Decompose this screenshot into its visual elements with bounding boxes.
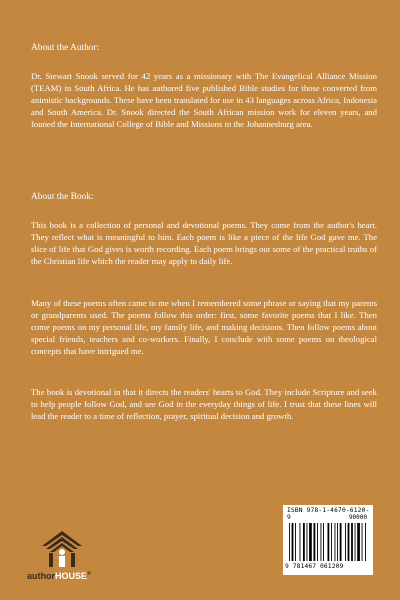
about-book-paragraph-1: This book is a collection of personal and devotional poems. They come from the author's heart. They reflect what is meaningful to him. Each poem is like a piece of the life God gave me. The slice of life that God gives is worth recording. Each poem brings out some of the practical truths of the Christian life which the reader may apply to daily life. (31, 220, 377, 266)
isbn-barcode (283, 505, 373, 575)
price-code: 90000 (348, 514, 367, 521)
isbn-label: ISBN 978-1-4670-6120-9 (287, 507, 370, 521)
house-person-icon (40, 530, 84, 568)
about-author-paragraph: Dr. Stewart Snook served for 42 years as a missionary with The Evangelical Alliance Mission (TEAM) in South Africa. He has authored five published Bible studies for those converted from animistic backgrounds. These have been translated for use in 43 languages across Africa, Indonesia and South America. Dr. Snook directed the South African mission work for eleven years, and founed the International College of Bible and Missions in the Johannesburg area. (31, 71, 377, 129)
publisher-logo (27, 530, 97, 586)
barcode-digits: 9 781467 061209 (285, 563, 344, 570)
publisher-name (27, 571, 91, 581)
about-book-paragraph-2: Many of these poems often came to me when I remembered some phrase or saying that my parents or grandparents used. The poems follow this order: first, some favorite poems that I like. Then come poems on my personal life, my family life, and making decisions. Then follow poems about special friends, teachers and co-workers. Finally, I conclude with some poems on theological concepts that have intrigued me. (31, 298, 377, 356)
barcode-bars-icon (289, 523, 367, 561)
registered-mark: ® (87, 571, 91, 577)
about-book-paragraph-3: The book is devotional in that it directs the readers' hearts to God. They include Scripture and seek to help people follow God, and see God in the everyday things of life. I trust that these lines will lead the reader to a time of reflection, prayer, spiritual decision and growth. (31, 387, 377, 421)
about-book-heading: About the Book: (31, 192, 94, 202)
about-author-heading: About the Author: (31, 43, 100, 53)
publisher-name-part2: HOUSE (55, 571, 88, 581)
publisher-name-part1: author (27, 571, 55, 581)
